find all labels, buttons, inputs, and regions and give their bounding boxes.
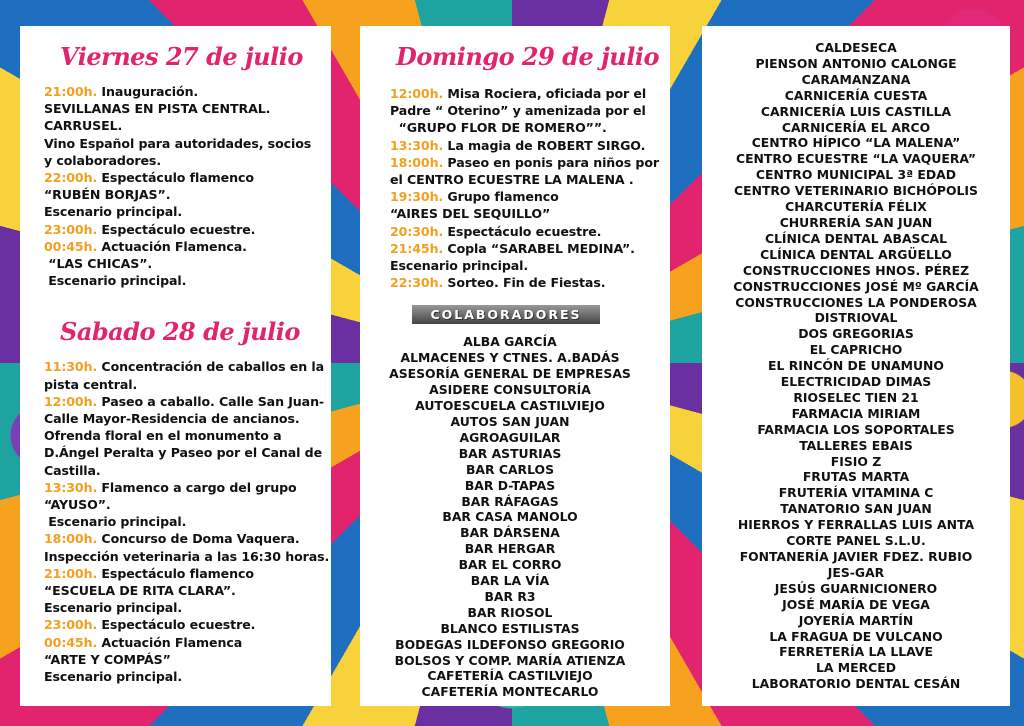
event-text: el CENTRO ECUESTRE LA MALENA . <box>390 172 634 188</box>
event-line <box>390 171 660 188</box>
event-text: “GRUPO FLOR DE ROMERO””. <box>390 120 607 136</box>
sponsor-name: AGROAGUILAR <box>459 429 561 445</box>
event-line <box>44 582 317 599</box>
sponsor-name: DOS GREGORIAS <box>798 326 914 342</box>
event-text: Escenario principal. <box>44 669 183 685</box>
sponsor-name: BAR LA VÍA <box>470 573 550 589</box>
sponsor-name: AUTOS SAN JUAN <box>450 413 570 429</box>
event-time: 11:30h. <box>44 359 98 375</box>
event-line <box>390 188 660 205</box>
sponsor-name: BAR EL CORRO <box>458 557 562 573</box>
event-text: Espectáculo ecuestre. <box>97 221 256 237</box>
event-text: Grupo flamenco <box>443 189 559 205</box>
sponsor-name: BAR ASTURIAS <box>458 445 562 461</box>
event-line <box>390 137 660 154</box>
event-line <box>390 223 660 240</box>
event-text: Concentración de caballos en la <box>97 359 324 375</box>
event-text: Espectáculo ecuestre. <box>443 223 602 239</box>
sponsor-name: BAR HERGAR <box>464 541 556 557</box>
event-line <box>44 238 317 255</box>
sponsors-list-2 <box>706 40 1006 692</box>
event-time: 19:30h. <box>390 189 444 205</box>
event-line <box>44 272 317 289</box>
event-line <box>44 169 317 186</box>
event-line <box>44 83 317 100</box>
sponsor-name: CENTRO HÍPICO “LA MALENA” <box>751 135 961 151</box>
sponsor-name: CONSTRUCCIONES JOSÉ Mº GARCÍA <box>733 278 979 294</box>
event-time: 13:30h. <box>390 137 444 153</box>
sponsor-name: TALLERES EBAIS <box>799 437 913 453</box>
sponsors-list-1 <box>390 334 660 700</box>
event-text: Vino Español para autoridades, socios <box>44 135 312 151</box>
sponsor-name: CAFETERÍA CASTILVIEJO <box>427 668 593 684</box>
event-line <box>44 565 317 582</box>
event-time: 12:00h. <box>44 393 98 409</box>
event-text: Paseo en ponis para niños por <box>443 154 659 170</box>
sponsor-name: FARMACIA LOS SOPORTALES <box>757 421 955 437</box>
sponsor-name: CHURRERÍA SAN JUAN <box>779 214 933 230</box>
sponsor-name: BAR CARLOS <box>465 461 555 477</box>
sponsor-name: ASESORÍA GENERAL DE EMPRESAS <box>389 366 631 382</box>
event-line <box>44 668 317 685</box>
event-line <box>390 240 660 257</box>
event-text: La magia de ROBERT SIRGO. <box>443 137 646 153</box>
event-text: Misa Rociera, oficiada por el <box>443 86 647 101</box>
sponsor-name: JES-GAR <box>827 564 885 580</box>
sponsor-name: ALMACENES Y CTNES. A.BADÁS <box>400 350 620 366</box>
sponsor-name: FARMACIA MIRIAM <box>791 405 921 421</box>
event-line <box>44 221 317 238</box>
sponsor-name: CARAMANZANA <box>801 71 911 87</box>
event-text: Ofrenda floral en el monumento a <box>44 428 282 444</box>
event-text: Sorteo. Fin de Fiestas. <box>443 275 606 291</box>
saturday-events <box>44 358 330 685</box>
sponsor-name: CLÍNICA DENTAL ARGÜELLO <box>760 246 952 262</box>
sponsor-name: JESÚS GUARNICIONERO <box>774 580 938 596</box>
event-line <box>44 255 317 272</box>
event-line <box>44 117 317 134</box>
event-line <box>44 410 317 427</box>
sponsor-name: ELECTRICIDAD DIMAS <box>780 374 932 390</box>
event-line <box>390 205 660 222</box>
sponsor-name: JOSÉ MARÍA DE VEGA <box>782 596 930 612</box>
event-time: 21:45h. <box>390 240 444 256</box>
event-text: D.Ángel Peralta y Paseo por el Canal de <box>44 445 323 461</box>
event-text: y colaboradores. <box>44 152 162 168</box>
event-time: 23:00h. <box>44 617 98 633</box>
sponsor-name: HIERROS Y FERRALLAS LUIS ANTA <box>737 517 975 533</box>
event-text: Espectáculo flamenco <box>97 170 254 186</box>
event-text: Espectáculo ecuestre. <box>97 617 256 633</box>
sponsor-name: CONSTRUCCIONES LA PONDEROSA <box>735 294 977 310</box>
event-text: CARRUSEL. <box>44 118 123 134</box>
event-text: Paseo a caballo. Calle San Juan- <box>97 393 325 409</box>
event-text: SEVILLANAS EN PISTA CENTRAL. <box>44 101 271 117</box>
left-panel <box>20 26 331 706</box>
sponsor-name: ASIDERE CONSULTORÍA <box>429 382 591 398</box>
event-text: pista central. <box>44 376 138 392</box>
event-text: Actuación Flamenca. <box>97 238 247 254</box>
event-line <box>44 358 324 375</box>
event-text: Actuación Flamenca <box>97 634 243 650</box>
event-line <box>44 513 317 530</box>
sponsor-name: CALDESECA <box>815 40 897 55</box>
sponsor-name: BODEGAS ILDEFONSO GREGORIO <box>395 636 625 652</box>
sponsor-name: BAR RIOSOL <box>467 604 553 620</box>
sponsor-name: BAR R3 <box>484 588 536 604</box>
event-line <box>390 274 660 291</box>
event-text: Copla “SARABEL MEDINA”. <box>443 240 635 256</box>
event-time: 18:00h. <box>390 154 444 170</box>
event-line <box>44 651 317 668</box>
event-text: Castilla. <box>44 462 101 478</box>
sponsor-name: RIOSELEC TIEN 21 <box>793 389 919 405</box>
event-line <box>44 530 317 547</box>
sponsor-name: FONTANERÍA JAVIER FDEZ. RUBIO <box>739 549 973 564</box>
event-text: Inspección veterinaria a las 16:30 horas. <box>44 548 330 564</box>
sponsor-name: CENTRO ECUESTRE “LA VAQUERA” <box>735 151 977 167</box>
event-time: 20:30h. <box>390 223 444 239</box>
sponsor-name: FERRETERÍA LA LLAVE <box>779 644 933 660</box>
event-text: Escenario principal. <box>44 204 183 220</box>
event-line <box>390 154 660 171</box>
event-line <box>44 496 317 513</box>
event-time: 00:45h. <box>44 634 98 650</box>
event-text: Espectáculo flamenco <box>97 565 254 581</box>
sponsor-name: EL CAPRICHO <box>809 342 903 358</box>
event-time: 18:00h. <box>44 531 98 547</box>
event-text: “RUBÉN BORJAS”. <box>44 187 171 203</box>
event-line <box>44 548 330 565</box>
sponsor-name: JOYERÍA MARTÍN <box>798 612 914 628</box>
event-time: 00:45h. <box>44 238 98 254</box>
sponsor-name: CORTE PANEL S.L.U. <box>786 533 926 549</box>
sponsor-name: CENTRO VETERINARIO BICHÓPOLIS <box>734 183 978 199</box>
event-text: Concurso de Doma Vaquera. <box>97 531 300 547</box>
sponsor-name: BAR DÁRSENA <box>460 525 560 541</box>
event-text: Escenario principal. <box>390 258 529 274</box>
sponsor-name: PIENSON ANTONIO CALONGE <box>755 55 957 71</box>
friday-title: Viernes 27 de julio <box>60 42 303 71</box>
event-time: 23:00h. <box>44 221 98 237</box>
sponsors-heading: COLABORADORES <box>412 305 600 324</box>
event-line <box>44 634 317 651</box>
sponsor-name: BAR D-TAPAS <box>464 477 556 493</box>
sponsor-name: CLÍNICA DENTAL ABASCAL <box>764 230 948 246</box>
event-text: “ARTE Y COMPÁS” <box>44 651 171 667</box>
event-time: 21:00h. <box>44 565 98 581</box>
event-time: 22:00h. <box>44 170 98 186</box>
sponsor-name: FRUTERÍA VITAMINA C <box>778 485 934 501</box>
event-text: Escenario principal. <box>44 514 187 530</box>
event-line <box>44 444 323 461</box>
event-line <box>390 257 660 274</box>
event-line <box>44 616 317 633</box>
event-text: Escenario principal. <box>44 600 183 616</box>
event-text: Inauguración. <box>97 84 199 99</box>
sponsor-name: CHARCUTERÍA FÉLIX <box>785 199 927 215</box>
right-panel <box>702 26 1010 706</box>
saturday-title: Sabado 28 de julio <box>60 317 300 347</box>
event-time: 21:00h. <box>44 84 98 99</box>
event-line <box>390 102 660 119</box>
sponsor-name: DISTRIOVAL <box>814 310 898 326</box>
event-line <box>44 376 317 393</box>
event-time: 13:30h. <box>44 479 98 495</box>
sponsor-name: AUTOESCUELA CASTILVIEJO <box>415 398 605 414</box>
event-line <box>44 479 317 496</box>
event-line <box>390 119 660 136</box>
sponsor-name: CARNICERÍA CUESTA <box>784 87 928 103</box>
event-line <box>44 186 317 203</box>
event-line <box>44 152 317 169</box>
sponsor-name: FRUTAS MARTA <box>802 469 910 485</box>
event-text: Flamenco a cargo del grupo <box>97 479 297 495</box>
event-text: “LAS CHICAS”. <box>44 256 153 272</box>
sunday-title: Domingo 29 de julio <box>396 42 659 71</box>
event-line <box>44 393 325 410</box>
event-line <box>44 462 317 479</box>
sponsor-name: BAR RÁFAGAS <box>461 493 559 509</box>
sponsor-name: LABORATORIO DENTAL CESÁN <box>751 676 961 692</box>
event-text: Padre “ Oterino” y amenizada por el <box>390 103 646 119</box>
sponsor-name: FISIO Z <box>830 453 882 469</box>
sponsor-name: CARNICERÍA LUIS CASTILLA <box>760 103 952 119</box>
event-time: 12:00h. <box>390 86 444 101</box>
event-text: Escenario principal. <box>44 273 187 289</box>
event-line <box>390 85 660 102</box>
event-text: “AIRES DEL SEQUILLO” <box>390 206 551 222</box>
event-time: 22:30h. <box>390 275 444 291</box>
event-line <box>44 100 317 117</box>
sponsor-name: CARNICERÍA EL ARCO <box>781 119 931 135</box>
sponsor-name: BAR CASA MANOLO <box>442 509 578 525</box>
event-line <box>44 599 317 616</box>
event-text: “AYUSO”. <box>44 497 111 513</box>
sponsor-name: BOLSOS Y COMP. MARÍA ATIENZA <box>394 652 626 668</box>
sunday-events <box>390 85 660 291</box>
event-text: Calle Mayor-Residencia de ancianos. <box>44 411 300 427</box>
sponsor-name: TANATORIO SAN JUAN <box>780 501 932 517</box>
event-line <box>44 135 317 152</box>
sponsor-name: BLANCO ESTILISTAS <box>440 620 580 636</box>
sponsor-name: CONSTRUCCIONES HNOS. PÉREZ <box>742 262 970 278</box>
middle-panel <box>360 26 670 706</box>
event-line <box>44 203 317 220</box>
sponsor-name: ALBA GARCÍA <box>463 334 557 350</box>
friday-events <box>44 83 317 289</box>
sponsor-name: LA MERCED <box>816 660 896 676</box>
event-line <box>44 427 317 444</box>
sponsor-name: CAFETERÍA MONTECARLO <box>421 684 599 700</box>
sponsor-name: CENTRO MUNICIPAL 3ª EDAD <box>755 167 957 183</box>
sponsor-name: LA FRAGUA DE VULCANO <box>769 628 943 644</box>
sponsor-name: EL RINCÓN DE UNAMUNO <box>768 358 944 374</box>
event-text: “ESCUELA DE RITA CLARA”. <box>44 583 236 599</box>
